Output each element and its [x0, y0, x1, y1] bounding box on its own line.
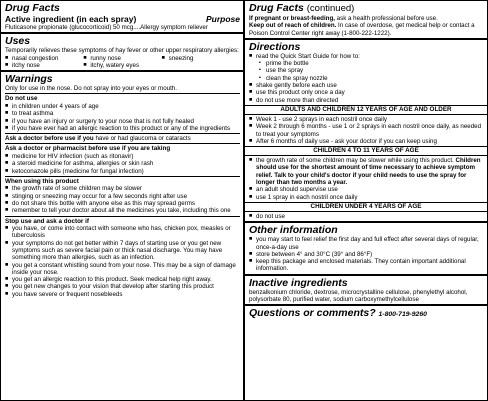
list-item: ■ medicine for HIV infection (such as ritonavir) — [5, 153, 240, 160]
divider — [5, 176, 240, 177]
list-item: ■ do not share this bottle with anyone else as this may spread germs — [5, 200, 240, 207]
list-item: ■ you may start to feel relief the first day and full effect after several days of regular, once-a-day use — [249, 236, 484, 251]
pregnant-rest: ask a health professional before use. — [334, 15, 438, 22]
ask-doctor-line — [5, 135, 240, 142]
list-item: ■ if you have an injury or surgery to your nose that is not fully healed — [5, 118, 240, 125]
list-item: ■ stinging or sneezing may occur for a few seconds right after use — [5, 193, 240, 200]
directions-list-more — [249, 82, 484, 104]
list-item: ■ Week 1 - use 2 sprays in each nostril once daily — [249, 116, 484, 123]
other-heading: Other information — [249, 224, 338, 237]
list-item: ■ a steroid medicine for asthma, allergies or skin rash — [5, 160, 240, 167]
list-item — [249, 157, 484, 186]
list-item: ■ an adult should supervise use — [249, 186, 484, 193]
list-item: ■ your symptoms do not get better within 7 days of starting use or you get new symptoms such as severe facial pain or thick nasal discharge. You may have something more than allergies, such as an infection. — [5, 240, 240, 262]
keep-out-rest: In case of overdose, get medical help or contact a Poison Control Center right away (1-800-222-1222). — [249, 22, 475, 37]
when-using-list — [5, 185, 240, 214]
warnings-intro: Only for use in the nose. Do not spray into your eyes or mouth. — [5, 85, 177, 93]
list-item: ■ you get a constant whistling sound from your nose. This may be a sign of damage inside your nose. — [5, 262, 240, 277]
warnings-section — [1, 72, 243, 299]
inactive-heading: Inactive ingredients — [249, 276, 348, 289]
questions-heading: Questions or comments? — [249, 307, 376, 320]
right-column — [245, 1, 487, 400]
questions-line — [249, 307, 484, 321]
questions-section — [245, 306, 487, 322]
active-line: Fluticasone propionate (glucocorticoid) 50 mcg....Allergy symptom reliever — [5, 24, 208, 31]
other-list — [249, 236, 484, 272]
active-heading: Active ingredient (in each spray) — [5, 14, 137, 24]
list-item: ▪ clean the spray nozzle — [259, 75, 484, 82]
drug-facts-title: Drug Facts — [5, 2, 60, 14]
children-list — [249, 157, 484, 201]
left-column — [1, 1, 245, 400]
children-first-bold: Children should use for the shortest amount of time necessary to achieve symptom relief. Talk to your child's doctor if your child needs to use the spray for longer than two months a year. — [256, 157, 481, 187]
list-item: ■ the growth rate of some children may be slower — [5, 185, 240, 192]
active-ingredient-section — [1, 1, 243, 34]
adults-list — [249, 116, 484, 145]
list-item: ■ use this product only once a day — [249, 89, 484, 96]
ask-doctor-bold: Ask a doctor before use if you — [5, 135, 94, 143]
other-information-section — [245, 223, 487, 275]
list-item: ■ sneezing — [162, 55, 240, 62]
list-item: ■ to treat asthma — [5, 110, 240, 117]
continued-label: (continued) — [306, 3, 355, 14]
under4-band: CHILDREN UNDER 4 YEARS OF AGE — [245, 202, 487, 212]
list-item: ■ keep this package and enclosed materials. They contain important additional information. — [249, 258, 484, 273]
divider — [5, 133, 240, 134]
divider — [5, 143, 240, 144]
do-not-use-list — [5, 103, 240, 132]
divider — [5, 216, 240, 217]
questions-phone: 1-800-719-9260 — [378, 311, 427, 319]
directions-section — [245, 40, 487, 223]
list-item: ■ in children under 4 years of age — [5, 103, 240, 110]
uses-intro: Temporarily relieves these symptoms of hay fever or other upper respiratory allergies: — [5, 47, 239, 55]
list-item: ■ store between 4° and 30°C (39° and 86°F) — [249, 251, 484, 258]
ask-pharmacist-heading: Ask a doctor or pharmacist before use if you are taking — [5, 145, 171, 153]
keep-out-line — [249, 22, 484, 37]
inactive-ingredients-section — [245, 276, 487, 307]
list-item: ■ shake gently before each use — [249, 82, 484, 89]
list-item: ■ if you have ever had an allergic reaction to this product or any of the ingredients — [5, 125, 240, 132]
list-item: ■ you get new changes to your vision that develop after starting this product — [5, 283, 240, 290]
list-item: ▪ use the spray — [259, 67, 484, 74]
keep-out-bold: Keep out of reach of children. — [249, 22, 337, 30]
active-header-row — [5, 14, 240, 24]
list-item: ■ do not use — [249, 213, 484, 220]
inactive-text: benzalkonium chloride, dextrose, microcrystalline cellulose, phenylethyl alcohol, polysorbate 80, purified water, sodium carboxymethylcellulose — [249, 288, 468, 304]
stop-use-heading: Stop use and ask a doctor if — [5, 217, 89, 225]
directions-sublist — [249, 60, 484, 82]
uses-list — [5, 55, 240, 70]
children-first-plain: the growth rate of some children may be slower while using this product. — [256, 157, 456, 165]
under4-list — [249, 213, 484, 220]
list-item: ■ itchy nose — [5, 62, 83, 69]
list-item: ■ you have severe or frequent nosebleeds — [5, 291, 240, 298]
continued-section — [245, 1, 487, 40]
warnings-heading: Warnings — [5, 73, 53, 86]
list-item: ▪ prime the bottle — [259, 60, 484, 67]
divider — [5, 93, 240, 94]
list-item: ■ nasal congestion — [5, 55, 83, 62]
do-not-use-heading: Do not use — [5, 95, 38, 103]
ask-doctor-rest: have or had glaucoma or cataracts — [93, 135, 191, 143]
uses-section — [1, 34, 243, 72]
children-band: CHILDREN 4 TO 11 YEARS OF AGE — [245, 146, 487, 156]
stop-use-list — [5, 225, 240, 298]
list-item: ■ After 6 months of daily use - ask your doctor if you can keep using — [249, 138, 484, 145]
adults-band: ADULTS AND CHILDREN 12 YEARS OF AGE AND OLDER — [245, 105, 487, 115]
list-item: ■ runny nose — [83, 55, 161, 62]
drug-facts-title: Drug Facts — [249, 2, 304, 14]
pregnant-line — [249, 15, 484, 22]
purpose-heading: Purpose — [205, 14, 240, 24]
pregnant-bold: If pregnant or breast-feeding, — [249, 15, 335, 22]
list-item: ■ use 1 spray in each nostril once daily — [249, 194, 484, 201]
when-using-heading: When using this product — [5, 177, 79, 185]
list-item: ■ you have, or come into contact with someone who has, chicken pox, measles or tuberculosis — [5, 225, 240, 240]
list-item: ■ do not use more than directed — [249, 97, 484, 104]
list-item: ■ remember to tell your doctor about all the medicines you take, including this one — [5, 207, 240, 214]
drug-facts-continued-title — [249, 2, 484, 15]
list-item: ■ itchy, watery eyes — [83, 62, 240, 69]
list-item: ■ read the Quick Start Guide for how to: — [249, 53, 484, 60]
directions-list — [249, 53, 484, 60]
list-item: ■ you get an allergic reaction to this product. Seek medical help right away. — [5, 276, 240, 283]
uses-heading: Uses — [5, 35, 31, 48]
list-item: ■ Week 2 through 6 months - use 1 or 2 sprays in each nostril once daily, as needed to treat your symptoms — [249, 123, 484, 138]
directions-heading: Directions — [249, 40, 301, 53]
ask-pharmacist-list — [5, 153, 240, 175]
list-item: ■ ketoconazole pills (medicine for fungal infection) — [5, 168, 240, 175]
